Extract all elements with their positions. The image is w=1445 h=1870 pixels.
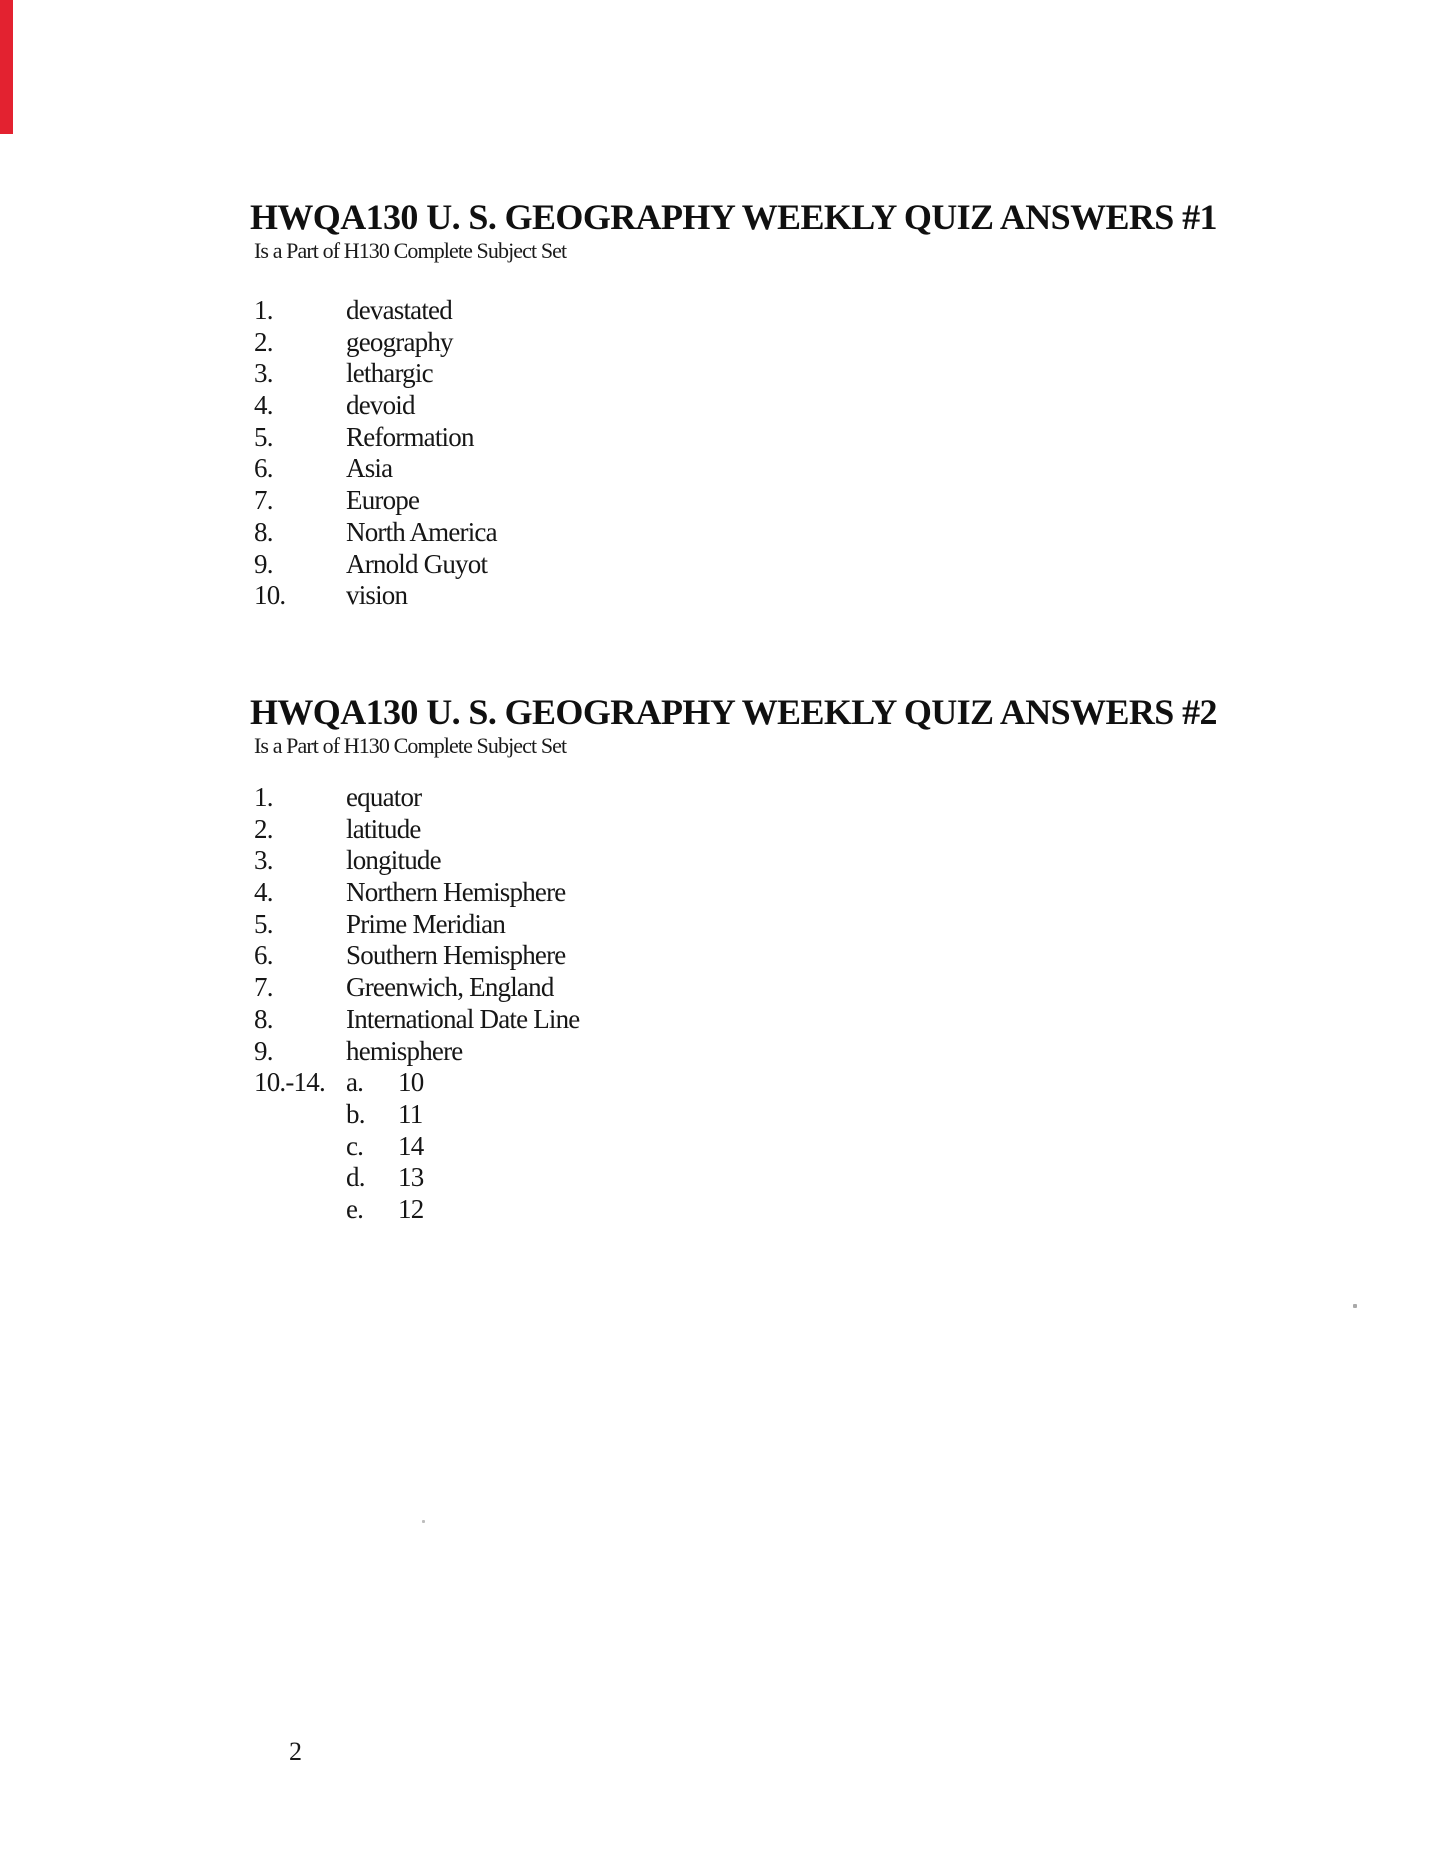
answer-row	[254, 782, 954, 814]
answer-text: 10	[398, 1067, 424, 1098]
answer-letter: a.	[346, 1067, 364, 1098]
answer-row	[254, 1194, 954, 1226]
answer-row	[254, 485, 954, 517]
answer-text: Greenwich, England	[346, 972, 554, 1003]
answer-row	[254, 453, 954, 485]
answer-row	[254, 1004, 954, 1036]
answer-list	[254, 782, 954, 1226]
answer-row	[254, 422, 954, 454]
answer-number: 10.	[254, 580, 286, 611]
answer-text: lethargic	[346, 358, 433, 389]
answer-row	[254, 358, 954, 390]
answer-number: 9.	[254, 1035, 273, 1066]
answer-text: 13	[398, 1162, 424, 1193]
answer-number: 1.	[254, 782, 273, 812]
scan-artifact-red-strip	[0, 0, 13, 134]
answer-number: 7.	[254, 485, 273, 516]
answer-list	[254, 295, 954, 612]
section-subtitle: Is a Part of H130 Complete Subject Set	[254, 238, 567, 263]
answer-text: Reformation	[346, 421, 474, 452]
answer-number: 8.	[254, 1003, 273, 1034]
answer-text: Prime Meridian	[346, 908, 506, 939]
answer-text: North America	[346, 516, 497, 547]
scan-speck	[422, 1520, 425, 1523]
answer-text: vision	[346, 580, 408, 611]
answer-number: 5.	[254, 421, 273, 452]
answer-text: 12	[398, 1193, 424, 1224]
answer-row	[254, 1131, 954, 1163]
answer-text: Arnold Guyot	[346, 548, 488, 579]
answer-number: 4.	[254, 390, 273, 421]
answer-letter: c.	[346, 1130, 364, 1161]
answer-row	[254, 1162, 954, 1194]
answer-number: 1.	[254, 295, 273, 325]
answer-number: 3.	[254, 845, 273, 876]
answer-number: 6.	[254, 453, 273, 484]
answer-row	[254, 814, 954, 846]
answer-letter: b.	[346, 1098, 365, 1129]
section-subtitle: Is a Part of H130 Complete Subject Set	[254, 733, 567, 758]
answer-text: geography	[346, 326, 453, 357]
answer-text: Southern Hemisphere	[346, 940, 566, 971]
answer-number: 8.	[254, 516, 273, 547]
answer-row	[254, 580, 954, 612]
answer-letter: e.	[346, 1193, 364, 1224]
answer-row	[254, 549, 954, 581]
answer-row	[254, 940, 954, 972]
answer-text: hemisphere	[346, 1035, 463, 1066]
answer-row	[254, 877, 954, 909]
answer-row	[254, 295, 954, 327]
answer-text: devoid	[346, 390, 415, 421]
answer-row	[254, 909, 954, 941]
answer-number: 9.	[254, 548, 273, 579]
answer-number: 2.	[254, 813, 273, 844]
answer-text: latitude	[346, 813, 421, 844]
answer-text: Europe	[346, 485, 420, 516]
section-title: HWQA130 U. S. GEOGRAPHY WEEKLY QUIZ ANSWERS #2	[250, 692, 1217, 732]
answer-number	[254, 1099, 346, 1131]
answer-text: Asia	[346, 453, 393, 484]
answer-row	[254, 1067, 954, 1099]
answer-number: 7.	[254, 972, 273, 1003]
answer-text: devastated	[346, 295, 452, 325]
answer-number	[254, 1131, 346, 1163]
answer-text: 14	[398, 1130, 424, 1161]
answer-text: International Date Line	[346, 1003, 580, 1034]
answer-row	[254, 327, 954, 359]
answer-row	[254, 517, 954, 549]
answer-number	[254, 1162, 346, 1194]
section-title: HWQA130 U. S. GEOGRAPHY WEEKLY QUIZ ANSWERS #1	[250, 197, 1217, 237]
answer-number: 2.	[254, 326, 273, 357]
answer-number: 5.	[254, 908, 273, 939]
answer-number: 4.	[254, 877, 273, 908]
answer-number: 3.	[254, 358, 273, 389]
answer-number: 6.	[254, 940, 273, 971]
answer-row	[254, 1099, 954, 1131]
answer-row	[254, 390, 954, 422]
answer-row	[254, 845, 954, 877]
answer-letter: d.	[346, 1162, 365, 1193]
answer-row	[254, 972, 954, 1004]
answer-number	[254, 1194, 346, 1226]
answer-row	[254, 1036, 954, 1068]
page-number: 2	[289, 1737, 302, 1766]
answer-text: Northern Hemisphere	[346, 877, 566, 908]
answer-text: longitude	[346, 845, 441, 876]
answer-text: equator	[346, 782, 422, 812]
scan-speck	[1353, 1304, 1357, 1308]
answer-text: 11	[398, 1098, 423, 1129]
answer-number: 10.-14.	[254, 1067, 325, 1098]
